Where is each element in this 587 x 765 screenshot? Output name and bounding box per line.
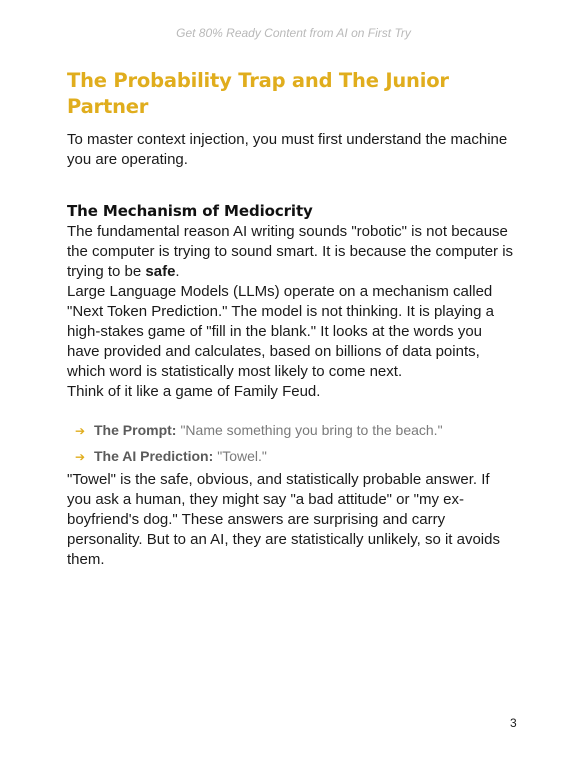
- paragraph-next-token: Large Language Models (LLMs) operate on a mechanism called "Next Token Prediction." The model is not thinking. It is playing a high-stakes game of "fill in the blank." It looks at the words you have provided and calculates, based on billions of data points, which word is statistically most likely to come next.: [67, 283, 494, 380]
- list-item-text: "Towel.": [217, 448, 267, 464]
- paragraph-text: The fundamental reason AI writing sounds "robotic" is not because the computer is trying to sound smart. It is because the computer is trying to be: [67, 223, 514, 280]
- list-item-label: The Prompt:: [94, 422, 177, 438]
- list-item-text: "Name something you bring to the beach.": [180, 422, 443, 438]
- list-item-prediction: [75, 444, 517, 470]
- intro-paragraph: To master context injection, you must first understand the machine you are operating.: [67, 131, 508, 168]
- paragraph-towel-explained: "Towel" is the safe, obvious, and statistically probable answer. If you ask a human, they might say "a bad attitude" or "my ex-boyfriend's dog." These answers are surprising and carry personality. But to an AI, they are statistically unlikely, so it avoids them.: [67, 471, 500, 568]
- subsection-title: The Mechanism of Mediocrity: [67, 202, 313, 220]
- page-content: [67, 68, 517, 570]
- emphasis-safe: safe: [145, 263, 176, 280]
- page-number: 3: [510, 716, 517, 730]
- example-list: [67, 418, 517, 470]
- list-item-label: The AI Prediction:: [94, 448, 214, 464]
- section-title: The Probability Trap and The Junior Partner: [67, 69, 449, 118]
- paragraph-family-feud: Think of it like a game of Family Feud.: [67, 383, 321, 400]
- paragraph-robotic-reason: [67, 222, 517, 282]
- list-item-prompt: [75, 418, 517, 444]
- paragraph-end: .: [175, 263, 180, 280]
- running-header: Get 80% Ready Content from AI on First Try: [176, 26, 411, 40]
- arrow-right-icon: ➔: [75, 424, 86, 438]
- arrow-right-icon: ➔: [75, 450, 86, 464]
